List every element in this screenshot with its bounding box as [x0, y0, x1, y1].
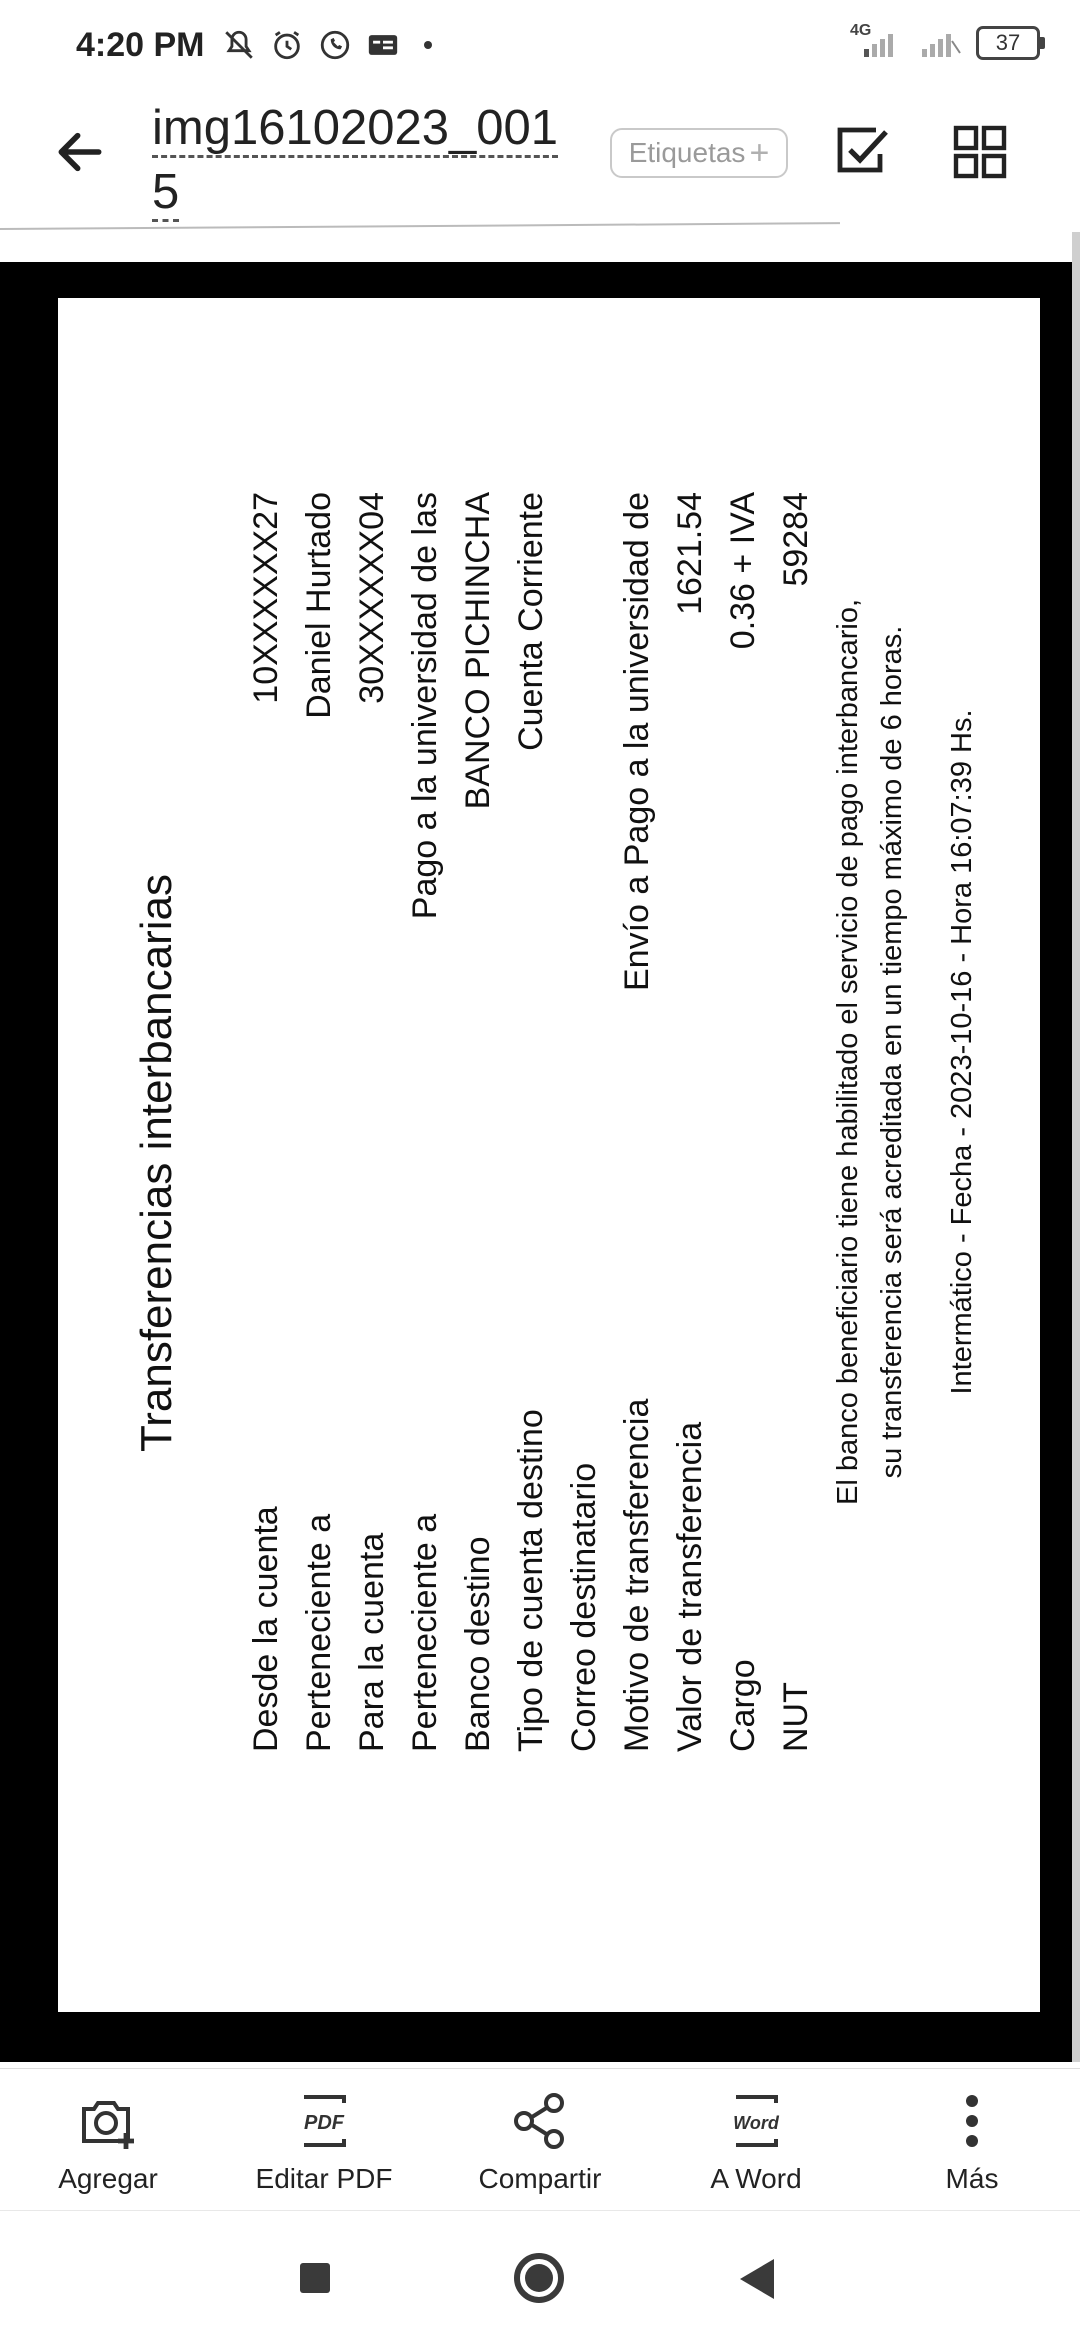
receipt-labels — [240, 1399, 823, 1752]
signal-2-icon — [918, 27, 962, 59]
plus-icon: + — [749, 133, 770, 172]
whatsapp-icon — [318, 28, 352, 62]
home-button[interactable] — [514, 2253, 564, 2303]
to-word-button[interactable] — [648, 2069, 864, 2209]
row-value: BANCO PICHINCHA — [459, 492, 497, 810]
notification-dot — [424, 41, 432, 49]
row-value — [558, 492, 611, 1052]
receipt-title: Transferencias interbancarias — [132, 874, 181, 1452]
row-value: Envío a Pago a la universidad de — [618, 492, 656, 992]
select-check-icon[interactable] — [832, 124, 892, 180]
row-value: Daniel Hurtado — [300, 492, 338, 719]
document-title[interactable] — [152, 96, 572, 224]
add-button[interactable] — [0, 2069, 216, 2209]
row-label: Correo destinatario — [565, 1462, 603, 1752]
alarm-icon — [270, 28, 304, 62]
share-icon — [508, 2089, 572, 2153]
svg-text:PDF: PDF — [304, 2112, 344, 2134]
system-nav-bar — [0, 2210, 1080, 2341]
row-value: 1621.54 — [671, 492, 709, 615]
more-vertical-icon — [940, 2089, 1004, 2153]
row-label: NUT — [777, 1682, 815, 1752]
svg-text:Word: Word — [733, 2113, 779, 2133]
row-value: 59284 — [777, 492, 815, 587]
tags-label: Etiquetas — [628, 137, 746, 168]
row-label: Perteneciente a — [406, 1513, 444, 1752]
tags-button[interactable] — [610, 128, 788, 178]
add-photo-icon — [76, 2089, 140, 2153]
receipt-footer — [826, 552, 984, 1552]
row-label: Tipo de cuenta destino — [512, 1409, 550, 1752]
scanned-page[interactable] — [58, 298, 1040, 2012]
battery-indicator: 37 — [976, 26, 1040, 60]
bottom-toolbar — [0, 2068, 1080, 2209]
row-label: Valor de transferencia — [671, 1421, 709, 1752]
edit-pdf-button[interactable] — [216, 2069, 432, 2209]
row-label: Desde la cuenta — [247, 1506, 285, 1752]
row-label: Motivo de transferencia — [618, 1398, 656, 1752]
row-value: Pago a la universidad de las — [406, 492, 444, 920]
grid-view-icon[interactable] — [952, 124, 1008, 180]
recents-button[interactable] — [300, 2263, 330, 2293]
document-title-text: img16102023_0015 — [152, 101, 558, 222]
row-value: 10XXXXXX27 — [247, 492, 285, 704]
status-right — [844, 22, 1040, 60]
footer-line: El banco beneficiario tiene habilitado el servicio de pago interbancario, — [832, 598, 864, 1506]
row-label: Banco destino — [459, 1536, 497, 1752]
id-card-icon — [366, 28, 400, 62]
share-button[interactable] — [432, 2069, 648, 2209]
more-button[interactable] — [864, 2069, 1080, 2209]
add-label: Agregar — [58, 2163, 158, 2194]
network-type: 4G — [850, 22, 872, 39]
mute-icon — [222, 28, 256, 62]
row-label: Perteneciente a — [300, 1513, 338, 1752]
rotated-document-content — [58, 298, 1040, 2012]
footer-line: su transferencia será acreditada en un tiempo máximo de 6 horas. — [876, 625, 908, 1479]
pdf-icon — [292, 2089, 356, 2153]
footer-line: Intermático - Fecha - 2023-10-16 - Hora 16:07:39 Hs. — [946, 709, 978, 1395]
back-arrow-icon[interactable] — [52, 124, 108, 180]
share-label: Compartir — [478, 2163, 602, 2194]
word-icon — [724, 2089, 788, 2153]
row-label: Para la cuenta — [353, 1532, 391, 1752]
receipt-values — [240, 492, 823, 1052]
status-bar — [0, 0, 1080, 96]
to-word-label: A Word — [710, 2163, 802, 2194]
row-value: 30XXXXXX04 — [353, 492, 391, 704]
app-bar — [0, 96, 1080, 236]
row-value: 0.36 + IVA — [724, 492, 762, 650]
more-label: Más — [945, 2163, 999, 2194]
row-value: Cuenta Corriente — [512, 492, 550, 751]
edit-pdf-label: Editar PDF — [255, 2163, 393, 2194]
status-time: 4:20 PM — [76, 26, 205, 64]
status-icons — [222, 28, 432, 62]
scrollbar[interactable] — [1072, 232, 1080, 2062]
signal-1-icon — [844, 22, 904, 59]
row-label: Cargo — [724, 1659, 762, 1752]
system-back-button[interactable] — [740, 2259, 774, 2299]
